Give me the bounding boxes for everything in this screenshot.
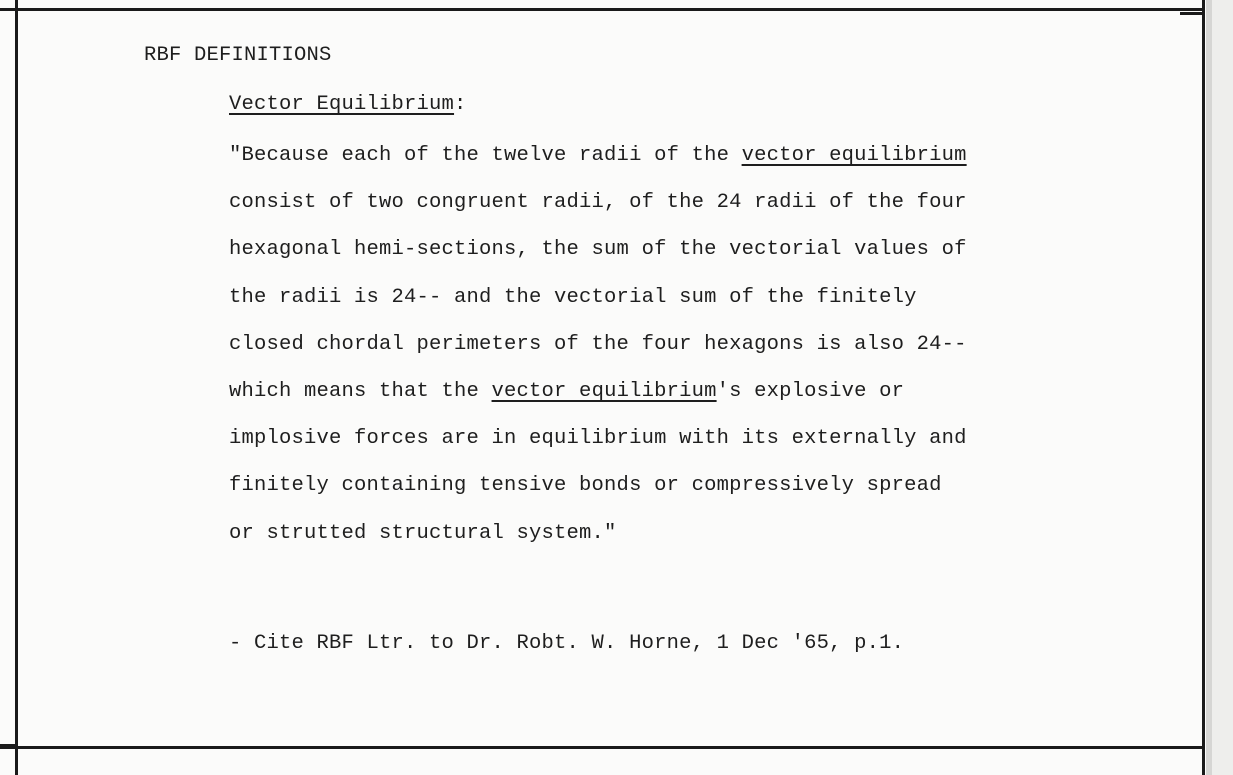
quote-line (229, 331, 967, 378)
card-heading: RBF DEFINITIONS (144, 44, 332, 67)
definition-term-colon: : (454, 93, 467, 116)
quote-underlined-term: vector equilibrium (741, 144, 967, 167)
definition-term-text: Vector Equilibrium (229, 93, 455, 116)
quote-text: which means that the (229, 379, 492, 403)
quote-text: "Because each of the twelve radii of the (229, 144, 742, 167)
quote-line (229, 142, 967, 189)
quote-underlined-term: vector equilibrium (491, 379, 717, 403)
quote-text: closed chordal perimeters of the four hexagons is also 24-- (229, 332, 967, 356)
citation: - Cite RBF Ltr. to Dr. Robt. W. Horne, 1 Dec '65, p.1. (229, 632, 905, 655)
card-top-rule (0, 8, 1205, 11)
card-corner-tick (0, 744, 15, 747)
quote-line (229, 284, 967, 331)
quote-line (229, 236, 967, 283)
quote-line (229, 189, 967, 236)
quote-line (229, 378, 967, 425)
quote-text: consist of two congruent radii, of the 24 radii of the four (229, 191, 967, 215)
definition-term (229, 93, 467, 116)
quote-text: hexagonal hemi-sections, the sum of the vectorial values of (229, 238, 967, 262)
quote-text: 's explosive or (716, 379, 905, 403)
card-left-rule (15, 0, 18, 775)
definition-quote (229, 142, 967, 567)
card-right-rule (1202, 0, 1205, 775)
quote-text: or strutted structural system." (229, 521, 617, 545)
card-bottom-rule (0, 746, 1205, 749)
quote-line (229, 520, 967, 567)
quote-line (229, 425, 967, 472)
scan-margin-shadow (1206, 0, 1212, 775)
quote-text: the radii is 24-- and the vectorial sum of the finitely (229, 285, 917, 309)
quote-text: implosive forces are in equilibrium with its externally and (229, 427, 967, 451)
quote-line (229, 472, 967, 519)
quote-text: finitely containing tensive bonds or compressively spread (229, 474, 942, 498)
